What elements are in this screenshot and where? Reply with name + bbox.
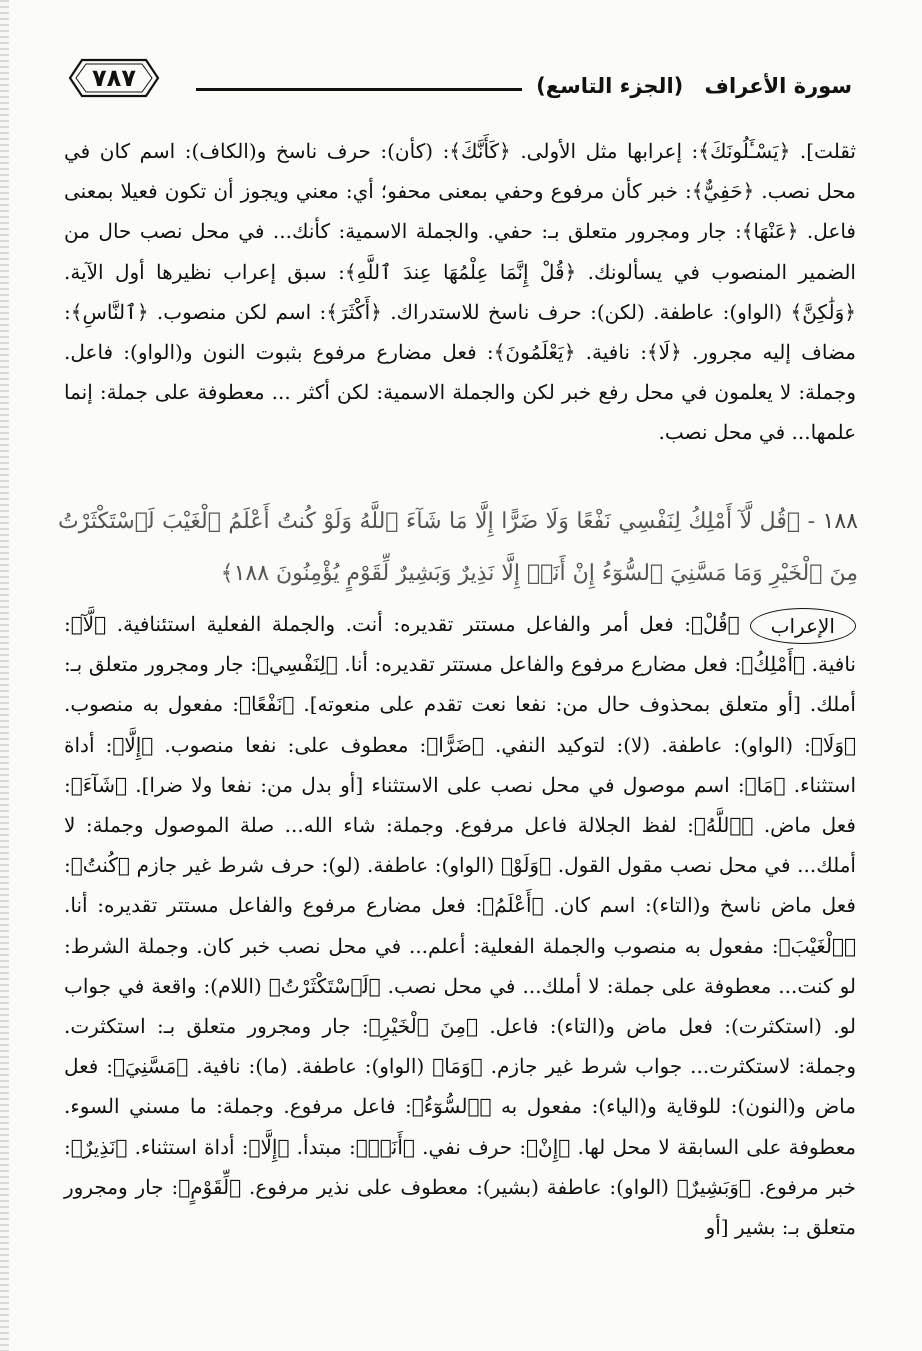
- juz-title: (الجزء التاسع): [536, 74, 684, 98]
- commentary-paragraph-2: ﴿قُلْ﴾: فعل أمر والفاعل مستتر تقديره: أنت. والجملة الفعلية استئنافية. ﴿لَّآ﴾: نافية. ﴿أَمْلِكُ﴾: فعل مضارع مرفوع والفاعل مستتر تقديره: أنا. ﴿لِنَفْسِي﴾: جار ومجرور متعلق بـ: أملك. [أو متعلق بمحذوف حال من: نفعا نعت تقدم على منعوته]. ﴿نَفْعًا﴾: مفعول به منصوب. ﴿وَلَا﴾: (الواو): عاطفة. (لا): لتوكيد النفي. ﴿ضَرًّا﴾: معطوف على: نفعا منصوب. ﴿إِلَّا﴾: أداة استثناء. ﴿مَا﴾: اسم موصول في محل نصب على الاستثناء [أو بدل من: نفعا ولا ضرا]. ﴿شَآءَ﴾: فعل ماض. ﴿ٱللَّهُ﴾: لفظ الجلالة فاعل مرفوع. وجملة: شاء الله... صلة الموصول وجملة: لا أملك... في محل نصب مقول القول. ﴿وَلَوْ﴾ (الواو): عاطفة. (لو): حرف شرط غير جازم ﴿كُنتُ﴾: فعل ماض ناسخ و(التاء): اسم كان. ﴿أَعْلَمُ﴾: فعل مضارع مرفوع والفاعل مستتر تقديره: أنا. ﴿ٱلْغَيْبَ﴾: مفعول به منصوب والجملة الفعلية: أعلم... في محل نصب خبر كان. وجملة الشرط: لو كنت... معطوفة على جملة: لا أملك... في محل نصب. ﴿لَٱسْتَكْثَرْتُ﴾ (اللام): واقعة في جواب لو. (استكثرت): فعل ماض و(التاء): فاعل. ﴿مِنَ ٱلْخَيْرِ﴾: جار ومجرور متعلق بـ: استكثرت. وجملة: لاستكثرت... جواب شرط غير جازم. ﴿وَمَا﴾ (الواو): عاطفة. (ما): نافية. ﴿مَسَّنِيَ﴾: فعل ماض و(النون): للوقاية و(الياء): مفعول به ﴿ٱلسُّوٓءُ﴾: فاعل مرفوع. وجملة: ما مسني السوء. معطوفة على السابقة لا محل لها. ﴿إِنْ﴾: حرف نفي. ﴿أَنَا۠﴾: مبتدأ. ﴿إِلَّا﴾: أداة استثناء. ﴿نَذِيرٌ﴾: خبر مرفوع. ﴿وَبَشِيرٌ﴾ (الواو): عاطفة (بشير): معطوف على نذير مرفوع. ﴿لِّقَوْمٍ﴾: جار ومجرور متعلق بـ: بشير [أو: [64, 612, 857, 1240]
- page-number-badge: [68, 56, 160, 100]
- header-rule: [196, 88, 522, 91]
- verse-number: ١٨٨: [822, 509, 858, 534]
- quran-verse: ١٨٨ - ﴿قُل لَّآ أَمْلِكُ لِنَفْسِي نَفْعًا وَلَا ضَرًّا إِلَّا مَا شَآءَ ٱللَّهُ وَلَوْ كُنتُ أَعْلَمُ ٱلْغَيْبَ لَٱسْتَكْثَرْتُ مِنَ ٱلْخَيْرِ وَمَا مَسَّنِيَ ٱلسُّوٓءُ إِنْ أَنَا۠ إِلَّا نَذِيرٌ وَبَشِيرٌ لِّقَوْمٍ يُؤْمِنُونَ ١٨٨﴾: [58, 509, 858, 586]
- commentary-paragraph-1: ثقلت]. ﴿يَسْـَٔلُونَكَ﴾: إعرابها مثل الأولى. ﴿كَأَنَّكَ﴾: (كأن): حرف ناسخ و(الكاف): اسم كان في محل نصب. ﴿حَفِيٌّ﴾: خبر كأن مرفوع وحفي بمعنى محفو؛ أي: معني ويجوز أن تكون فعيلا بمعنى فاعل. ﴿عَنْهَا﴾: جار ومجرور متعلق بـ: حفي. والجملة الاسمية: كأنك... في محل نصب حال من الضمير المنصوب في يسألونك. ﴿قُلْ إِنَّمَا عِلْمُهَا عِندَ ٱللَّهِ﴾: سبق إعراب نظيرها أول الآية. ﴿وَلَٰكِنَّ﴾ (الواو): عاطفة. (لكن): حرف ناسخ للاستدراك. ﴿أَكْثَرَ﴾: اسم لكن منصوب. ﴿ٱلنَّاسِ﴾: مضاف إليه مجرور. ﴿لَا﴾: نافية. ﴿يَعْلَمُونَ﴾: فعل مضارع مرفوع بثبوت النون و(الواو): فاعل. وجملة: لا يعلمون في محل رفع خبر لكن والجملة الاسمية: لكن أكثر ... معطوفة على جملة: إنما علمها... في محل نصب.: [64, 139, 856, 445]
- page-header: [68, 52, 852, 108]
- irab-section: [64, 604, 856, 1247]
- surah-title: سورة الأعراف: [704, 74, 852, 98]
- page-number: ٧٨٧: [92, 64, 136, 92]
- irab-label: الإعراب: [750, 608, 856, 644]
- scanned-page-edge: [0, 0, 9, 1351]
- running-title: [536, 74, 852, 98]
- verse-text: ﴿قُل لَّآ أَمْلِكُ لِنَفْسِي نَفْعًا وَلَا ضَرًّا إِلَّا مَا شَآءَ ٱللَّهُ وَلَوْ كُنتُ أَعْلَمُ ٱلْغَيْبَ لَٱسْتَكْثَرْتُ مِنَ ٱلْخَيْرِ وَمَا مَسَّنِيَ ٱلسُّوٓءُ إِنْ أَنَا۠ إِلَّا نَذِيرٌ وَبَشِيرٌ لِّقَوْمٍ يُؤْمِنُونَ ١٨٨﴾: [58, 509, 858, 586]
